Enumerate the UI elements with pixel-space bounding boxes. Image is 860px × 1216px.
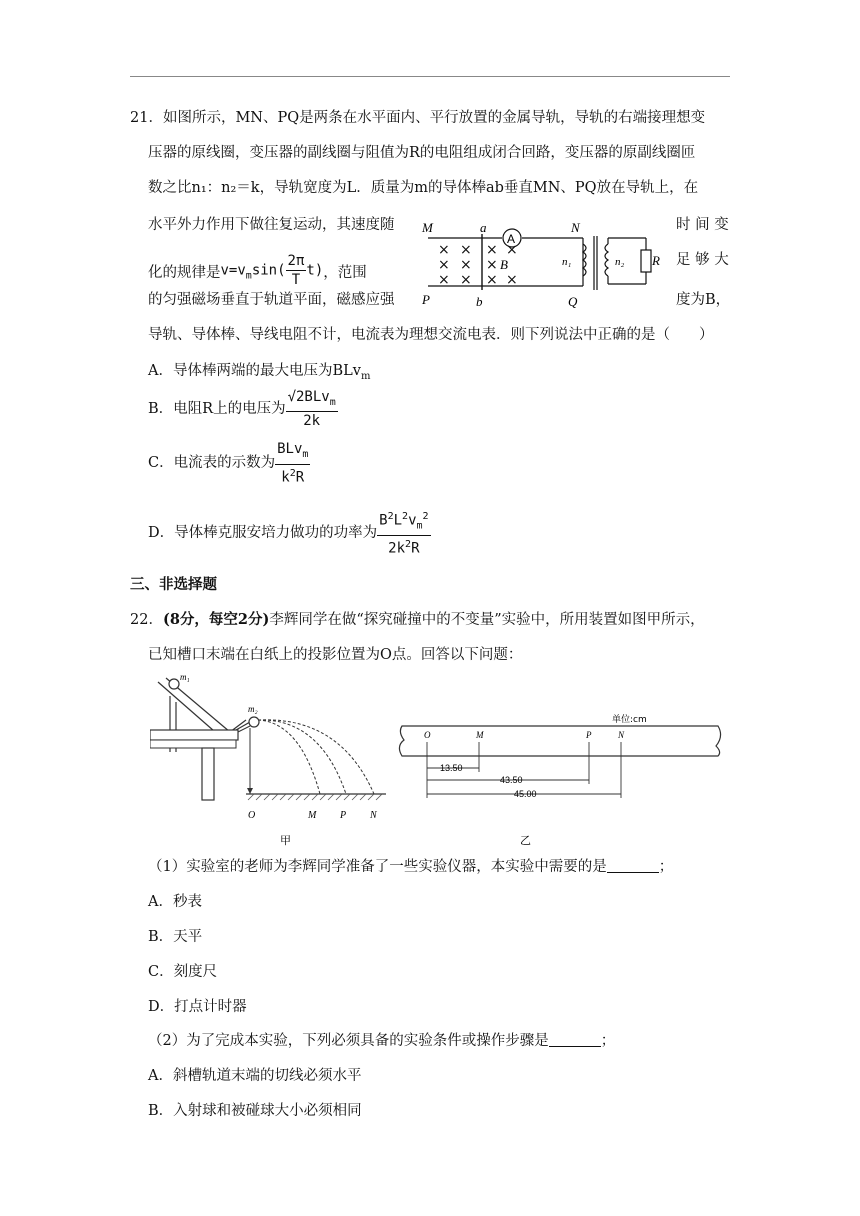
label-B: B	[500, 257, 508, 272]
q22-sub1-option-c: C．刻度尺	[148, 964, 218, 980]
answer-blank-2[interactable]	[549, 1032, 601, 1047]
svg-text:A: A	[507, 232, 516, 246]
label-a: a	[480, 220, 487, 235]
resistor-icon	[641, 250, 651, 272]
q21-line4-right: 时 间 变	[676, 217, 729, 233]
figure-jia	[150, 672, 390, 852]
q22-sub1-option-d: D．打点计时器	[148, 999, 247, 1015]
svg-text:P: P	[586, 730, 592, 740]
label-N: N	[571, 220, 580, 235]
svg-text:m₂: m₂	[248, 704, 258, 714]
figure-yi	[396, 710, 726, 856]
q21-line2: 压器的原线圈，变压器的副线圈与阻值为R的电阻组成闭合回路，变压器的原副线圈匝	[148, 145, 696, 161]
svg-text:×: ×	[506, 272, 518, 288]
unit-label: 单位:cm	[612, 715, 647, 725]
q21-line3: 数之比n₁：n₂＝k，导轨宽度为L．质量为m的导体棒ab垂直MN、PQ放在导轨上，在	[148, 180, 699, 196]
answer-blank-1[interactable]	[607, 858, 659, 873]
svg-text:45.00: 45.00	[514, 789, 537, 799]
q22-sub2-option-b: B．入射球和被碰球大小必须相同	[148, 1103, 362, 1119]
option-b-fraction: $\frac{√2BLv_m}{2k}$	[287, 388, 336, 430]
svg-text:43.50: 43.50	[500, 775, 523, 785]
option-c: C．电流表的示数为 $\frac{BLv_m}{k^2R}$	[148, 440, 309, 486]
q22-sub1-option-a: A．秒表	[148, 894, 202, 910]
svg-text:m₁: m₁	[180, 672, 190, 682]
q21-line4-left: 水平外力作用下做往复运动，其速度随	[148, 217, 395, 233]
svg-text:n₁: n₁	[562, 256, 572, 268]
caption-jia: 甲	[280, 834, 291, 847]
svg-text:×: ×	[486, 257, 498, 273]
label-M: M	[422, 220, 433, 235]
svg-text:M: M	[476, 730, 484, 740]
caption-yi: 乙	[520, 834, 531, 847]
q22-sub2: （2）为了完成本实验，下列必须具备的实验条件或操作步骤是 ；	[148, 1033, 616, 1049]
svg-text:O: O	[424, 730, 431, 740]
svg-text:13.50: 13.50	[440, 763, 463, 773]
label-P: P	[422, 292, 430, 307]
q22-line2: 已知槽口末端在白纸上的投影位置为O点。回答以下问题：	[148, 647, 523, 663]
velocity-formula: $v=v_m\sin$( $\frac{2\pi}{T}$ t)	[220, 253, 324, 288]
svg-text:×: ×	[460, 257, 472, 273]
option-c-fraction: $\frac{BLv_m}{k^2R}$	[277, 440, 309, 486]
svg-text:×: ×	[438, 257, 450, 273]
q22-sub1: （1）实验室的老师为李辉同学准备了一些实验仪器，本实验中需要的是 ；	[148, 859, 674, 875]
header-rule	[130, 76, 730, 77]
label-Q: Q	[568, 294, 578, 309]
q22-line1: 22．(8分，每空2分)李辉同学在做“探究碰撞中的不变量”实验中，所用装置如图甲所示，	[130, 611, 705, 628]
label-R: R	[652, 253, 660, 268]
option-d: D．导体棒克服安培力做功的功率为 $\frac{B^2L^2v_m^2}{2k^2R}$	[148, 504, 431, 562]
section-heading: 三、非选择题	[130, 576, 217, 593]
q21-line5-right: 足 够 大	[676, 252, 729, 268]
svg-text:×: ×	[486, 242, 498, 258]
svg-text:N: N	[370, 810, 377, 821]
svg-text:n₂: n₂	[615, 256, 625, 268]
svg-text:×: ×	[506, 242, 518, 258]
q21-line7: 导轨、导体棒、导线电阻不计，电流表为理想交流电表．则下列说法中正确的是（ ）	[148, 327, 714, 343]
svg-text:O: O	[248, 810, 256, 821]
q22-sub2-option-a: A．斜槽轨道末端的切线必须水平	[148, 1068, 362, 1084]
ball-m1-icon	[169, 679, 179, 689]
q22-sub1-option-b: B．天平	[148, 929, 203, 945]
svg-text:×: ×	[438, 272, 450, 288]
svg-text:×: ×	[486, 272, 498, 288]
option-b: B．电阻R上的电压为 $\frac{√2BLv_m}{2k}$	[148, 388, 336, 430]
svg-text:M: M	[308, 810, 317, 821]
svg-text:×: ×	[460, 242, 472, 258]
svg-text:×: ×	[460, 272, 472, 288]
option-a: A．导体棒两端的最大电压为BLv$_m$	[148, 363, 371, 382]
svg-text:P: P	[340, 810, 347, 821]
q21-line1: 21．如图所示，MN、PQ是两条在水平面内、平行放置的金属导轨，导轨的右端接理想变	[130, 110, 706, 126]
ball-m2-icon	[249, 717, 259, 727]
q21-line6-right: 度为B，	[676, 292, 731, 308]
label-b: b	[476, 294, 483, 309]
svg-text:×: ×	[438, 242, 450, 258]
q21-line6-left: 的匀强磁场垂直于轨道平面，磁感应强	[148, 292, 395, 308]
circuit-diagram	[418, 218, 664, 310]
option-d-fraction: $\frac{B^2L^2v_m^2}{2k^2R}$	[377, 508, 430, 558]
secondary-coil	[605, 244, 608, 276]
q21-number: 21．	[130, 110, 163, 126]
svg-text:N: N	[618, 730, 625, 740]
q21-line5-left: 化的规律是 $v=v_m\sin$( $\frac{2\pi}{T}$ t) ，范围	[148, 252, 367, 294]
